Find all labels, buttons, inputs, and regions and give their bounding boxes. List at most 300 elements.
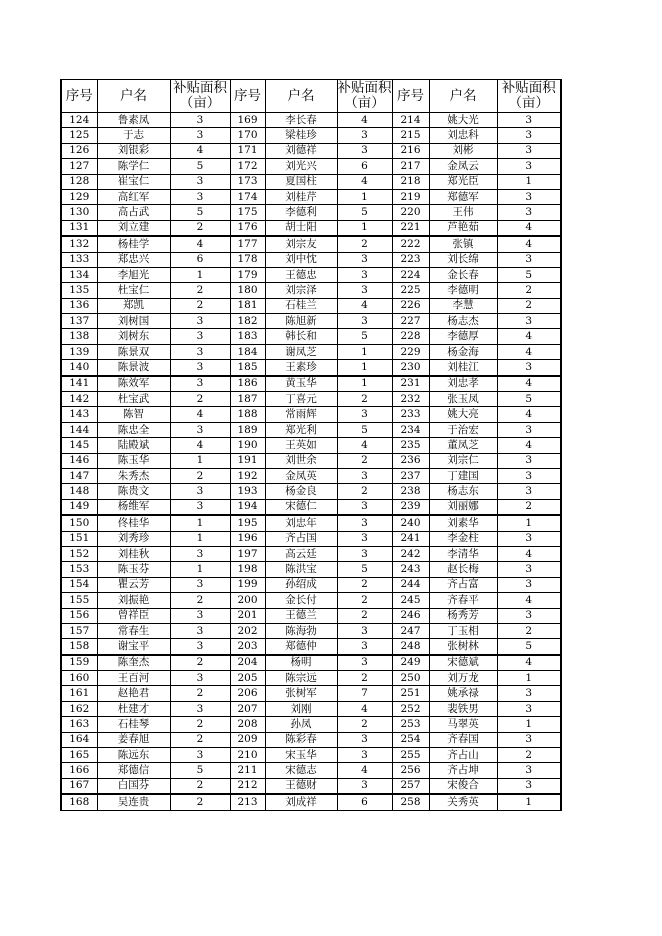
seq-cell: 177 — [230, 236, 265, 252]
seq-cell: 179 — [230, 267, 265, 282]
name-cell: 杜宝仁 — [97, 283, 170, 298]
seq-cell: 220 — [392, 205, 429, 220]
name-cell: 杨志杰 — [429, 314, 497, 329]
area-cell: 5 — [170, 159, 230, 174]
name-cell: 陈旭新 — [265, 314, 337, 329]
area-cell: 3 — [497, 252, 561, 267]
table-row — [61, 113, 561, 128]
name-cell: 于志 — [97, 128, 170, 143]
name-cell: 刘刚 — [265, 701, 337, 716]
seq-cell: 159 — [61, 655, 97, 671]
name-cell: 杜建才 — [97, 701, 170, 716]
area-cell: 3 — [337, 128, 392, 143]
area-cell: 2 — [170, 732, 230, 747]
seq-cell: 237 — [392, 468, 429, 483]
table-row — [61, 267, 561, 282]
seq-cell: 190 — [230, 438, 265, 453]
area-cell: 4 — [497, 220, 561, 236]
seq-cell: 175 — [230, 205, 265, 220]
seq-cell: 198 — [230, 562, 265, 577]
name-cell: 齐春国 — [429, 732, 497, 747]
area-cell: 2 — [337, 577, 392, 592]
table-row — [61, 143, 561, 158]
name-cell: 赵长梅 — [429, 562, 497, 577]
area-cell: 3 — [337, 283, 392, 298]
name-cell: 郑德仲 — [265, 639, 337, 655]
seq-cell: 195 — [230, 515, 265, 531]
name-cell: 王百河 — [97, 671, 170, 686]
name-cell: 齐占富 — [429, 577, 497, 592]
table-row — [61, 515, 561, 531]
table-body — [61, 113, 561, 811]
area-cell: 3 — [497, 732, 561, 747]
seq-cell: 151 — [61, 531, 97, 546]
name-cell: 鲁素凤 — [97, 113, 170, 128]
name-cell: 郑忠兴 — [97, 252, 170, 267]
seq-cell: 232 — [392, 392, 429, 407]
seq-cell: 247 — [392, 623, 429, 638]
seq-cell: 137 — [61, 314, 97, 329]
seq-cell: 216 — [392, 143, 429, 158]
name-cell: 陈智 — [97, 407, 170, 422]
seq-cell: 173 — [230, 174, 265, 189]
name-cell: 金凤英 — [265, 468, 337, 483]
seq-cell: 184 — [230, 344, 265, 359]
table-row — [61, 376, 561, 392]
area-cell: 1 — [170, 515, 230, 531]
name-cell: 姚承禄 — [429, 686, 497, 701]
name-cell: 李清华 — [429, 546, 497, 561]
area-cell: 3 — [170, 314, 230, 329]
seq-cell: 149 — [61, 499, 97, 515]
name-cell: 王素珍 — [265, 360, 337, 376]
name-cell: 芦艳茹 — [429, 220, 497, 236]
area-cell: 3 — [337, 267, 392, 282]
name-cell: 陈洪宝 — [265, 562, 337, 577]
name-cell: 石桂兰 — [265, 298, 337, 313]
seq-cell: 162 — [61, 701, 97, 716]
table-row — [61, 344, 561, 359]
name-cell: 郑凯 — [97, 298, 170, 313]
seq-cell: 223 — [392, 252, 429, 267]
area-cell: 2 — [337, 608, 392, 623]
area-cell: 1 — [497, 515, 561, 531]
seq-cell: 244 — [392, 577, 429, 592]
name-cell: 丁玉相 — [429, 623, 497, 638]
seq-cell: 226 — [392, 298, 429, 313]
name-cell: 姚大亮 — [429, 407, 497, 422]
table-row — [61, 531, 561, 546]
area-cell: 3 — [497, 360, 561, 376]
seq-cell: 145 — [61, 438, 97, 453]
header-seq: 序号 — [392, 80, 429, 113]
seq-cell: 203 — [230, 639, 265, 655]
seq-cell: 227 — [392, 314, 429, 329]
area-cell: 3 — [497, 577, 561, 592]
name-cell: 梁桂珍 — [265, 128, 337, 143]
area-cell: 1 — [337, 376, 392, 392]
name-cell: 杨金海 — [429, 344, 497, 359]
table-row — [61, 562, 561, 577]
name-cell: 曾祥臣 — [97, 608, 170, 623]
area-cell: 7 — [337, 686, 392, 701]
name-cell: 刘银彩 — [97, 143, 170, 158]
table-row — [61, 484, 561, 499]
area-cell: 2 — [337, 236, 392, 252]
area-cell: 3 — [170, 608, 230, 623]
area-cell: 5 — [497, 267, 561, 282]
area-cell: 4 — [337, 701, 392, 716]
name-cell: 刘中忱 — [265, 252, 337, 267]
table-row — [61, 468, 561, 483]
area-cell: 3 — [497, 189, 561, 204]
seq-cell: 224 — [392, 267, 429, 282]
seq-cell: 148 — [61, 484, 97, 499]
seq-cell: 225 — [392, 283, 429, 298]
seq-cell: 211 — [230, 763, 265, 778]
area-cell: 2 — [170, 686, 230, 701]
area-cell: 1 — [170, 267, 230, 282]
name-cell: 杨维军 — [97, 499, 170, 515]
seq-cell: 202 — [230, 623, 265, 638]
name-cell: 张树军 — [265, 686, 337, 701]
table-row — [61, 128, 561, 143]
name-cell: 郑德信 — [97, 763, 170, 778]
seq-cell: 167 — [61, 778, 97, 794]
name-cell: 王英如 — [265, 438, 337, 453]
name-cell: 郑光臣 — [429, 174, 497, 189]
name-cell: 刘秀珍 — [97, 531, 170, 546]
name-cell: 陈彩春 — [265, 732, 337, 747]
area-cell: 6 — [337, 159, 392, 174]
area-cell: 2 — [337, 717, 392, 732]
seq-cell: 219 — [392, 189, 429, 204]
seq-cell: 188 — [230, 407, 265, 422]
seq-cell: 161 — [61, 686, 97, 701]
area-cell: 2 — [337, 392, 392, 407]
seq-cell: 130 — [61, 205, 97, 220]
name-cell: 郑光利 — [265, 422, 337, 437]
area-cell: 3 — [337, 314, 392, 329]
seq-cell: 158 — [61, 639, 97, 655]
name-cell: 刘宗友 — [265, 236, 337, 252]
area-cell: 3 — [497, 113, 561, 128]
name-cell: 丁建国 — [429, 468, 497, 483]
area-cell: 3 — [497, 128, 561, 143]
name-cell: 李德利 — [265, 205, 337, 220]
name-cell: 刘宗仁 — [429, 453, 497, 468]
seq-cell: 242 — [392, 546, 429, 561]
area-cell: 3 — [497, 763, 561, 778]
area-cell: 6 — [337, 794, 392, 810]
table-row — [61, 593, 561, 608]
seq-cell: 207 — [230, 701, 265, 716]
seq-cell: 186 — [230, 376, 265, 392]
seq-cell: 215 — [392, 128, 429, 143]
seq-cell: 252 — [392, 701, 429, 716]
area-cell: 3 — [497, 314, 561, 329]
name-cell: 宋德仁 — [265, 499, 337, 515]
seq-cell: 235 — [392, 438, 429, 453]
seq-cell: 136 — [61, 298, 97, 313]
area-cell: 5 — [497, 639, 561, 655]
name-cell: 刘彬 — [429, 143, 497, 158]
name-cell: 谢宝平 — [97, 639, 170, 655]
name-cell: 姜春旭 — [97, 732, 170, 747]
area-cell: 4 — [337, 113, 392, 128]
seq-cell: 208 — [230, 717, 265, 732]
name-cell: 陈景波 — [97, 360, 170, 376]
area-cell: 3 — [170, 484, 230, 499]
area-cell: 2 — [170, 794, 230, 810]
seq-cell: 196 — [230, 531, 265, 546]
name-cell: 陈效军 — [97, 376, 170, 392]
table-row — [61, 392, 561, 407]
seq-cell: 180 — [230, 283, 265, 298]
header-seq: 序号 — [61, 80, 97, 113]
area-cell: 1 — [497, 671, 561, 686]
seq-cell: 249 — [392, 655, 429, 671]
seq-cell: 153 — [61, 562, 97, 577]
name-cell: 刘树国 — [97, 314, 170, 329]
name-cell: 宋俊合 — [429, 778, 497, 794]
seq-cell: 233 — [392, 407, 429, 422]
seq-cell: 194 — [230, 499, 265, 515]
area-cell: 3 — [497, 453, 561, 468]
name-cell: 郑德军 — [429, 189, 497, 204]
seq-cell: 221 — [392, 220, 429, 236]
area-cell: 4 — [497, 655, 561, 671]
seq-cell: 189 — [230, 422, 265, 437]
name-cell: 杨桂学 — [97, 236, 170, 252]
area-cell: 3 — [170, 128, 230, 143]
area-cell: 2 — [337, 671, 392, 686]
name-cell: 关秀英 — [429, 794, 497, 810]
area-cell: 3 — [337, 732, 392, 747]
header-name: 户名 — [265, 80, 337, 113]
area-cell: 2 — [170, 283, 230, 298]
table-row — [61, 671, 561, 686]
table-row — [61, 655, 561, 671]
name-cell: 刘忠科 — [429, 128, 497, 143]
name-cell: 陈贵文 — [97, 484, 170, 499]
seq-cell: 138 — [61, 329, 97, 344]
seq-cell: 214 — [392, 113, 429, 128]
seq-cell: 234 — [392, 422, 429, 437]
name-cell: 刘光兴 — [265, 159, 337, 174]
area-cell: 3 — [170, 376, 230, 392]
area-cell: 2 — [337, 593, 392, 608]
name-cell: 李德明 — [429, 283, 497, 298]
area-cell: 4 — [497, 344, 561, 359]
area-cell: 2 — [497, 298, 561, 313]
name-cell: 刘树东 — [97, 329, 170, 344]
area-cell: 3 — [170, 422, 230, 437]
area-cell: 2 — [497, 623, 561, 638]
area-cell: 6 — [170, 252, 230, 267]
name-cell: 刘桂芹 — [265, 189, 337, 204]
table-row — [61, 422, 561, 437]
area-cell: 3 — [497, 159, 561, 174]
table-row — [61, 623, 561, 638]
table-row — [61, 236, 561, 252]
name-cell: 石桂琴 — [97, 717, 170, 732]
seq-cell: 181 — [230, 298, 265, 313]
header-area: 补贴面积（亩） — [170, 80, 230, 113]
area-cell: 3 — [497, 778, 561, 794]
table-row — [61, 763, 561, 778]
name-cell: 李金柱 — [429, 531, 497, 546]
area-cell: 4 — [170, 438, 230, 453]
area-cell: 1 — [337, 220, 392, 236]
area-cell: 2 — [497, 748, 561, 763]
name-cell: 刘桂江 — [429, 360, 497, 376]
seq-cell: 236 — [392, 453, 429, 468]
seq-cell: 125 — [61, 128, 97, 143]
area-cell: 2 — [337, 453, 392, 468]
area-cell: 3 — [337, 546, 392, 561]
seq-cell: 248 — [392, 639, 429, 655]
name-cell: 刘成祥 — [265, 794, 337, 810]
area-cell: 2 — [170, 392, 230, 407]
table-row — [61, 159, 561, 174]
area-cell: 3 — [170, 499, 230, 515]
area-cell: 3 — [497, 143, 561, 158]
name-cell: 佟桂华 — [97, 515, 170, 531]
name-cell: 黄玉华 — [265, 376, 337, 392]
seq-cell: 213 — [230, 794, 265, 810]
area-cell: 3 — [497, 422, 561, 437]
name-cell: 陈景双 — [97, 344, 170, 359]
seq-cell: 217 — [392, 159, 429, 174]
name-cell: 杜宝武 — [97, 392, 170, 407]
seq-cell: 152 — [61, 546, 97, 561]
name-cell: 杨明 — [265, 655, 337, 671]
area-cell: 3 — [337, 623, 392, 638]
table-row — [61, 499, 561, 515]
seq-cell: 135 — [61, 283, 97, 298]
name-cell: 吴连贵 — [97, 794, 170, 810]
name-cell: 刘宗泽 — [265, 283, 337, 298]
area-cell: 3 — [170, 344, 230, 359]
area-cell: 3 — [337, 252, 392, 267]
name-cell: 刘万龙 — [429, 671, 497, 686]
seq-cell: 157 — [61, 623, 97, 638]
table-row — [61, 407, 561, 422]
name-cell: 杨秀芳 — [429, 608, 497, 623]
name-cell: 宋德斌 — [429, 655, 497, 671]
seq-cell: 191 — [230, 453, 265, 468]
name-cell: 王伟 — [429, 205, 497, 220]
header-area: 补贴面积（亩） — [497, 80, 561, 113]
table-row — [61, 577, 561, 592]
table-row — [61, 608, 561, 623]
name-cell: 裴铁男 — [429, 701, 497, 716]
area-cell: 4 — [337, 174, 392, 189]
area-cell: 2 — [170, 593, 230, 608]
seq-cell: 212 — [230, 778, 265, 794]
header-seq: 序号 — [230, 80, 265, 113]
name-cell: 陈忠全 — [97, 422, 170, 437]
seq-cell: 166 — [61, 763, 97, 778]
area-cell: 3 — [337, 531, 392, 546]
area-cell: 5 — [497, 392, 561, 407]
name-cell: 刘立建 — [97, 220, 170, 236]
area-cell: 4 — [170, 236, 230, 252]
area-cell: 4 — [170, 407, 230, 422]
seq-cell: 243 — [392, 562, 429, 577]
area-cell: 3 — [497, 701, 561, 716]
seq-cell: 146 — [61, 453, 97, 468]
seq-cell: 257 — [392, 778, 429, 794]
name-cell: 刘长绵 — [429, 252, 497, 267]
table-row — [61, 686, 561, 701]
table-row — [61, 205, 561, 220]
seq-cell: 147 — [61, 468, 97, 483]
area-cell: 3 — [497, 205, 561, 220]
name-cell: 陈学仁 — [97, 159, 170, 174]
name-cell: 杨志东 — [429, 484, 497, 499]
name-cell: 常春生 — [97, 623, 170, 638]
header-row — [61, 80, 561, 113]
seq-cell: 170 — [230, 128, 265, 143]
table-row — [61, 283, 561, 298]
seq-cell: 140 — [61, 360, 97, 376]
seq-cell: 126 — [61, 143, 97, 158]
seq-cell: 154 — [61, 577, 97, 592]
name-cell: 高占武 — [97, 205, 170, 220]
table-row — [61, 252, 561, 267]
name-cell: 陈奎杰 — [97, 655, 170, 671]
name-cell: 高红军 — [97, 189, 170, 204]
name-cell: 高云廷 — [265, 546, 337, 561]
name-cell: 李长春 — [265, 113, 337, 128]
area-cell: 4 — [497, 407, 561, 422]
name-cell: 孙凤 — [265, 717, 337, 732]
area-cell: 4 — [337, 763, 392, 778]
area-cell: 1 — [170, 562, 230, 577]
name-cell: 王德财 — [265, 778, 337, 794]
area-cell: 5 — [337, 422, 392, 437]
seq-cell: 222 — [392, 236, 429, 252]
name-cell: 陈玉芬 — [97, 562, 170, 577]
seq-cell: 254 — [392, 732, 429, 747]
seq-cell: 200 — [230, 593, 265, 608]
name-cell: 齐占山 — [429, 748, 497, 763]
header-area: 补贴面积（亩） — [337, 80, 392, 111]
seq-cell: 168 — [61, 794, 97, 810]
name-cell: 刘德祥 — [265, 143, 337, 158]
seq-cell: 239 — [392, 499, 429, 515]
area-cell: 2 — [170, 655, 230, 671]
area-cell: 1 — [497, 794, 561, 810]
seq-cell: 134 — [61, 267, 97, 282]
name-cell: 陈海勃 — [265, 623, 337, 638]
area-cell: 4 — [497, 376, 561, 392]
seq-cell: 258 — [392, 794, 429, 810]
area-cell: 3 — [170, 360, 230, 376]
name-cell: 瞿云芳 — [97, 577, 170, 592]
area-cell: 3 — [497, 531, 561, 546]
name-cell: 齐占坤 — [429, 763, 497, 778]
table-row — [61, 732, 561, 747]
name-cell: 于治宏 — [429, 422, 497, 437]
seq-cell: 172 — [230, 159, 265, 174]
area-cell: 3 — [337, 468, 392, 483]
area-cell: 1 — [497, 717, 561, 732]
seq-cell: 209 — [230, 732, 265, 747]
seq-cell: 143 — [61, 407, 97, 422]
